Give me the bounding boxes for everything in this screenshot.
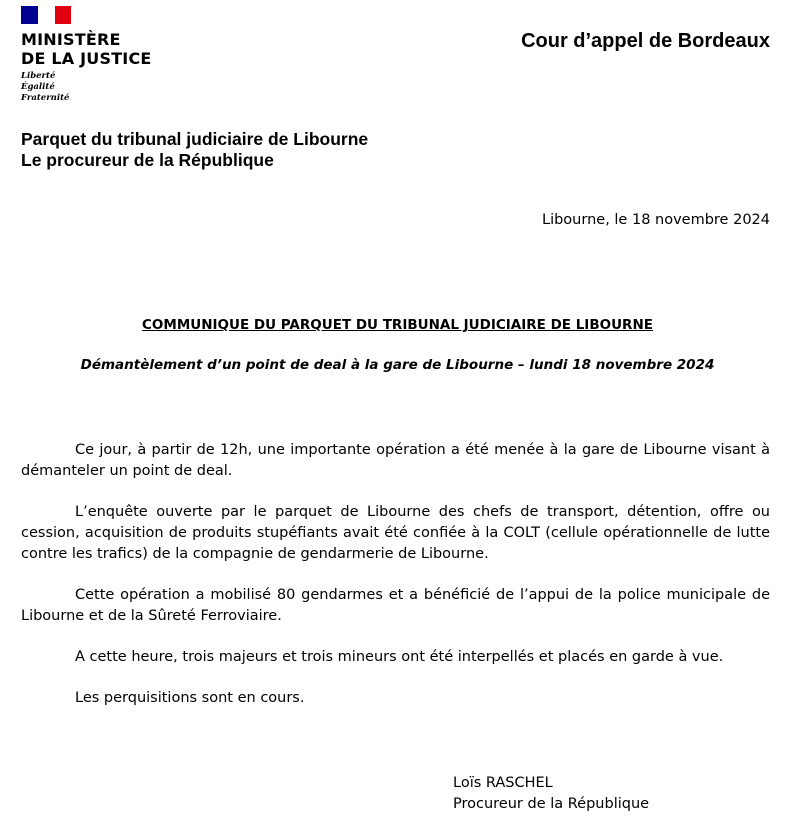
french-flag-icon xyxy=(21,6,71,24)
signatory-name: Loïs RASCHEL xyxy=(453,775,553,791)
signature-block xyxy=(453,773,649,815)
office-line-2: Le procureur de la République xyxy=(21,150,274,170)
paragraph-4: A cette heure, trois majeurs et trois mineurs ont été interpellés et placés en garde à vue. xyxy=(75,649,724,665)
document-body xyxy=(21,440,770,709)
signatory-role: Procureur de la République xyxy=(453,796,650,812)
republic-motto xyxy=(21,71,181,104)
motto-egalite: Égalité xyxy=(21,82,55,92)
paragraph-3: Cette opération a mobilisé 80 gendarmes et a bénéficié de l’appui de la police municipale de Libourne et de la Sûreté Ferroviaire. xyxy=(21,587,770,624)
issuing-office xyxy=(21,129,368,171)
ministry-logo xyxy=(21,6,181,104)
paragraph-2: L’enquête ouverte par le parquet de Libourne des chefs de transport, détention, offre ou cession, acquisition de produits stupéfiants avait été confiée à la COLT (cellule opérationnelle de lutte contre les trafics) de la compagnie de gendarmerie de Libourne. xyxy=(21,504,770,562)
ministry-line-2: DE LA JUSTICE xyxy=(21,49,152,68)
office-line-1: Parquet du tribunal judiciaire de Libourne xyxy=(21,129,369,149)
paragraph-5: Les perquisitions sont en cours. xyxy=(75,690,305,706)
motto-fraternite: Fraternité xyxy=(21,93,70,103)
document-date: Libourne, le 18 novembre 2024 xyxy=(542,212,770,228)
document-subtitle: Démantèlement d’un point de deal à la gare de Libourne – lundi 18 novembre 2024 xyxy=(80,357,715,373)
paragraph-1: Ce jour, à partir de 12h, une importante opération a été menée à la gare de Libourne visant à démanteler un point de deal. xyxy=(21,442,770,479)
document-title: COMMUNIQUE DU PARQUET DU TRIBUNAL JUDICIAIRE DE LIBOURNE xyxy=(142,317,653,333)
court-name: Cour d’appel de Bordeaux xyxy=(521,30,770,52)
motto-liberte: Liberté xyxy=(21,71,56,81)
ministry-name xyxy=(21,30,181,68)
ministry-line-1: MINISTÈRE xyxy=(21,30,121,49)
